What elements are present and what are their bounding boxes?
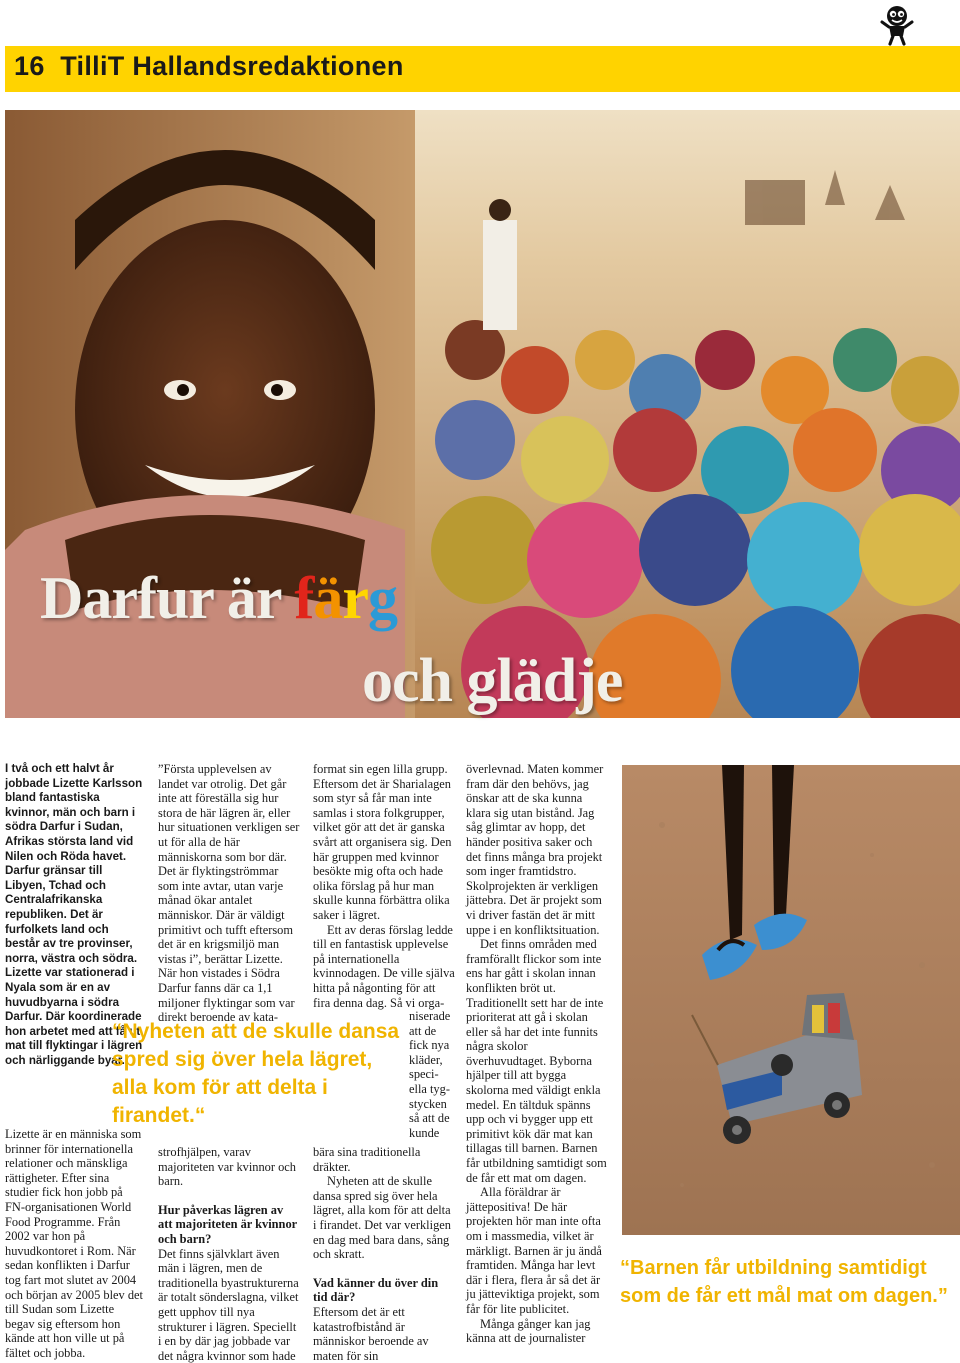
pull-quote-dance: “Nyheten att de skulle dansa spred sig över hela lägret, alla kom för att delta i firandet.“ <box>112 1020 400 1127</box>
headline-line-2: och glädje <box>362 647 623 715</box>
photo-feet-and-toy-car <box>622 765 960 1235</box>
column-2: ”Första upplevelsen av landet var otrolig. Det går inte att föreställa sig hur stora de här lägren är, eller hur situationen verkligen ser ut för alla de här människorna som bor där. Det är flyktingströmmar som inte avtar, utan varje månad ökar antalet människor. Där är väldigt primitivt och tufft eftersom det är en krigsmiljö man vistas i”, berättar Lizette. När hon vistades i Södra Darfur fanns där ca 1,1 miljoner flyktingar som var direkt beroende av kata- <box>158 762 300 1025</box>
column-3-continued: bära sina traditionella dräkter. Nyheten att de skulle dansa spred sig över hela lägret, alla kom för att delta i firandet. Det var verkligen en dag med bara dans, sång och skratt. Vad känner du över din tid där? Eftersom det är ett katastrofbistånd är människor beroende av maten för sin <box>313 1145 455 1363</box>
page-number: 16 <box>14 51 45 81</box>
headline-letter-f: f <box>294 565 314 631</box>
text-wrap-around-quote: niserade att de fick nya kläder, speci- ella tyg- stycken så att de kunde <box>409 1009 451 1140</box>
column-4: överlevnad. Maten kommer fram där den behövs, jag önskar att de ska kunna klara sig utan bistånd. Jag såg glimtar av hopp, det händer positiva saker och det finns många bra projekt som inger framtidstro. Skolprojekten är verkligen jättebra. Det är projekt som vi driver fastän det är mitt uppe i en konfliktsituation. Det finns områden med framförallt flickor som inte ens har gått i skolan innan konflikten bröt ut. Traditionellt sett har de inte prioriterat att gå i skolan eller så har det inte funnits några skolor överhuvudtaget. Byborna hjälper till att bygga skolorna med väldigt enkla medel. En tältduk spänns upp och vi bygger upp ett primitivt kök där mat kan tillagas till barnen. Barnen får utbildning samtidigt som de får ett mat om dagen. Alla föräldrar är jättepositiva! De här projekten hör man inte ofta om i massmedia, vilket är märkligt. Barnen är ju ändå framtiden. Många har levt där i flera, flera år så det är ju jätteviktiga projekt, som får för lite publicitet. Många gånger kan jag känna att de journalister <box>466 762 607 1346</box>
pull-quote-education: “Barnen får utbildning samtidigt som de får ett mål mat om dagen.” <box>620 1257 948 1307</box>
interview-question-2: Vad känner du över din tid där? <box>313 1275 439 1305</box>
headline-letter-r: r <box>342 565 369 631</box>
page-header <box>14 51 404 82</box>
column-1: Lizette är en människa som brinner för internationella relationer och mänskliga rättigheter. Efter sina studier fick hon jobb på FN-organisationen World Food Programme. Från 2002 var hon på huvudkontoret i Rom. När sedan konflikten i Darfur tog fart mot slutet av 2004 och början av 2005 blev det till Sudan som Lizette begav sig eftersom hon kände att hon ville ut på fältet och jobba. <box>5 1127 143 1360</box>
column-2-continued: strofhjälpen, varav majoriteten var kvinnor och barn. Hur påverkas lägren av att majoriteten är kvinnor och barn? Det finns självklart även män i lägren, men de traditionella byastrukturerna är totalt sönderslagna, vilket gett upphov till nya strukturer i lägren. Speciellt i en by där jag jobbade var det några kvinnor som hade <box>158 1145 299 1363</box>
mascot-icon <box>878 2 916 46</box>
section-title: TilliT Hallandsredaktionen <box>60 51 404 81</box>
headline-letter-ä: ä <box>313 565 343 631</box>
headline-line-1 <box>40 565 398 631</box>
column-3: format sin egen lilla grupp. Eftersom det är Sharialagen som styr så får man inte samlas i stora folkgrupper, vilket gör att det är ganska svårt att organisera sig. Den här gruppen med kvinnor besökte mig ofta och hade olika förslag på hur man skulle kunna förbättra olika saker i lägret. Ett av deras förslag ledde till en fantastisk upplevelse på internationella kvinnodagen. De ville själva hitta på någonting för att fira denna dag. Så vi orga- <box>313 762 455 1010</box>
interview-question-1: Hur påverkas lägren av att majoriteten är kvinnor och barn? <box>158 1202 297 1246</box>
headline-words: Darfur är <box>40 565 281 631</box>
headline-letter-g: g <box>368 565 398 631</box>
intro-text: I två och ett halvt år jobbade Lizette Karlsson bland fantastiska kvinnor, män och barn i södra Darfur i Sudan, Afrikas största land vid Nilen och Röda havet. Darfur gränsar till Libyen, Tchad och Centralafrikanska republiken. Det är furfolkets land och består av tre provinser, norra, västra och södra. Lizette var stationerad i Nyala som är en av huvudbyarna i södra Darfur. Där koordinerade hon arbetet med att få ut mat till flyktingar i lägren och närliggande byar. <box>5 762 143 1067</box>
